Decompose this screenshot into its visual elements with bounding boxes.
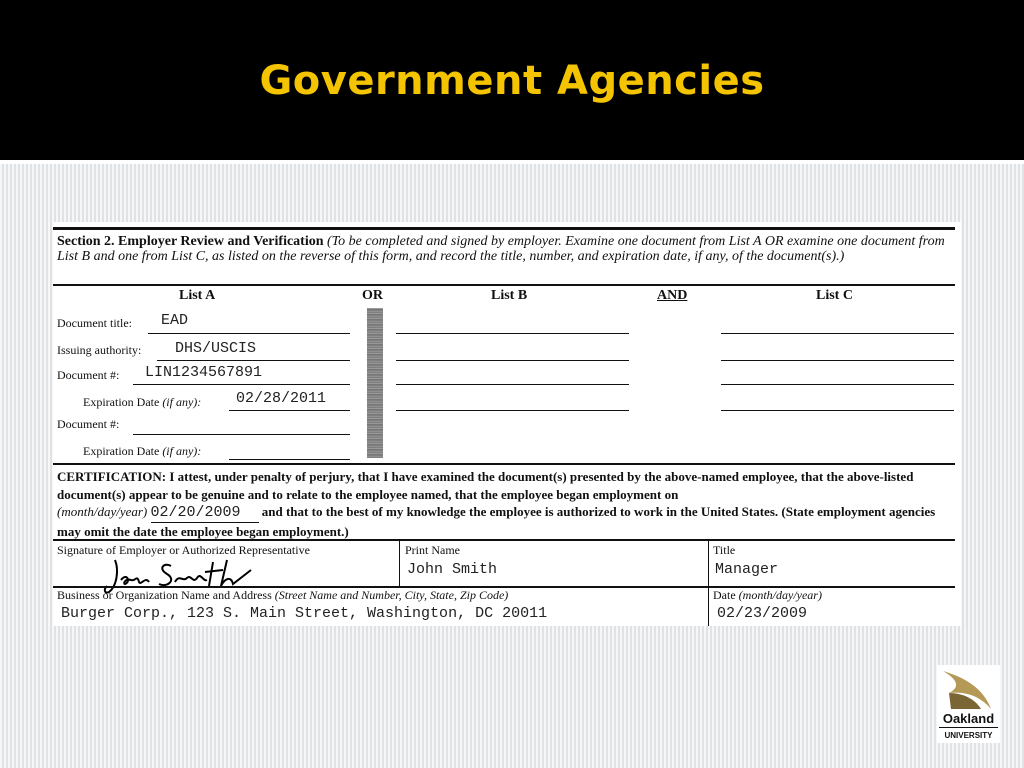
issuing-authority-value: DHS/USCIS (175, 340, 257, 357)
header-divider (0, 160, 1024, 164)
i9-section2-form (53, 222, 961, 626)
list-a-header: List A (179, 288, 216, 303)
date-divider (708, 587, 709, 626)
list-c-line-2 (721, 360, 954, 361)
signature-top-rule (53, 539, 955, 541)
oakland-university-logo (937, 665, 1000, 743)
date-label-text: Date (713, 588, 736, 602)
certification-part-a: CERTIFICATION: I attest, under penalty of perjury, that I have examined the document(s) presented by the above-named employee, that the above-listed document(s) appear to be genuine and to relate to the employee named, that the employee began employment on (57, 469, 914, 502)
business-label-hint: (Street Name and Number, City, State, Zip Code) (274, 588, 509, 602)
signature-label: Signature of Employer or Authorized Representative (57, 543, 310, 557)
expiration-date2-label (83, 444, 201, 459)
date-value: 02/23/2009 (717, 605, 808, 622)
and-label: AND (657, 288, 688, 303)
signature-divider (399, 540, 400, 586)
title-divider (708, 540, 709, 586)
title-value: Manager (715, 561, 779, 578)
oakland-sail-icon (937, 665, 1000, 743)
section-heading (57, 234, 955, 264)
if-any-text: (if any): (162, 395, 202, 409)
form-top-rule (53, 227, 955, 230)
issuing-authority-line (157, 360, 350, 361)
section-title: Section 2. Employer Review and Verification (57, 234, 324, 249)
list-c-header: List C (816, 288, 853, 303)
logo-wordmark-2: UNIVERSITY (944, 731, 993, 740)
doc-title-line (148, 333, 350, 334)
expiration-date-line (229, 410, 350, 411)
doc-number2-label: Document #: (57, 417, 120, 431)
section-divider (53, 284, 955, 286)
certification-part-b: and that to the best of my knowledge the employee is authorized to work in the United States. (State employment agencies may omit the date the employee began employment.) (57, 504, 936, 539)
month-day-year-label: (month/day/year) (57, 504, 148, 519)
expiration-date2-line (229, 459, 350, 460)
title-bar (0, 0, 1024, 160)
title-label: Title (713, 543, 736, 557)
logo-wordmark-1: Oakland (942, 711, 995, 726)
list-c-line-4 (721, 410, 954, 411)
date-label-hint: (month/day/year) (738, 588, 822, 602)
doc-number2-line (133, 434, 350, 435)
expiration2-label-text: Expiration Date (83, 444, 160, 458)
slide-title: Government Agencies (259, 58, 765, 104)
doc-number-label: Document #: (57, 368, 120, 382)
start-date-value: 02/20/2009 (151, 504, 259, 523)
print-name-value: John Smith (407, 561, 498, 578)
expiration-date-value: 02/28/2011 (236, 390, 327, 407)
doc-title-label: Document title: (57, 316, 132, 330)
business-value: Burger Corp., 123 S. Main Street, Washington, DC 20011 (61, 605, 548, 622)
business-label-text: Business or Organization Name and Address (57, 588, 272, 602)
if-any2-text: (if any): (162, 444, 202, 458)
list-b-line-4 (396, 410, 629, 411)
doc-number-value: LIN1234567891 (145, 364, 263, 381)
or-label: OR (362, 288, 383, 303)
expiration-date-label (83, 395, 201, 410)
list-b-line-3 (396, 384, 629, 385)
list-c-line-1 (721, 333, 954, 334)
section-instructions: (To be completed and signed by employer. Examine one document from List A OR examine one document from List B and one from List C, as listed on the reverse of this form, and record the title, number, and expiration date, if any, of the document(s).) (57, 234, 945, 264)
issuing-authority-label: Issuing authority: (57, 343, 142, 357)
business-label (57, 588, 508, 603)
list-b-line-2 (396, 360, 629, 361)
doc-title-value: EAD (161, 312, 189, 329)
date-label (713, 588, 822, 603)
doc-number-line (133, 384, 350, 385)
certification-text (57, 468, 955, 540)
print-name-label: Print Name (405, 543, 460, 557)
list-c-line-3 (721, 384, 954, 385)
or-separator-bar (367, 308, 383, 458)
list-b-header: List B (491, 288, 528, 303)
certification-divider (53, 463, 955, 465)
list-b-line-1 (396, 333, 629, 334)
expiration-label-text: Expiration Date (83, 395, 160, 409)
